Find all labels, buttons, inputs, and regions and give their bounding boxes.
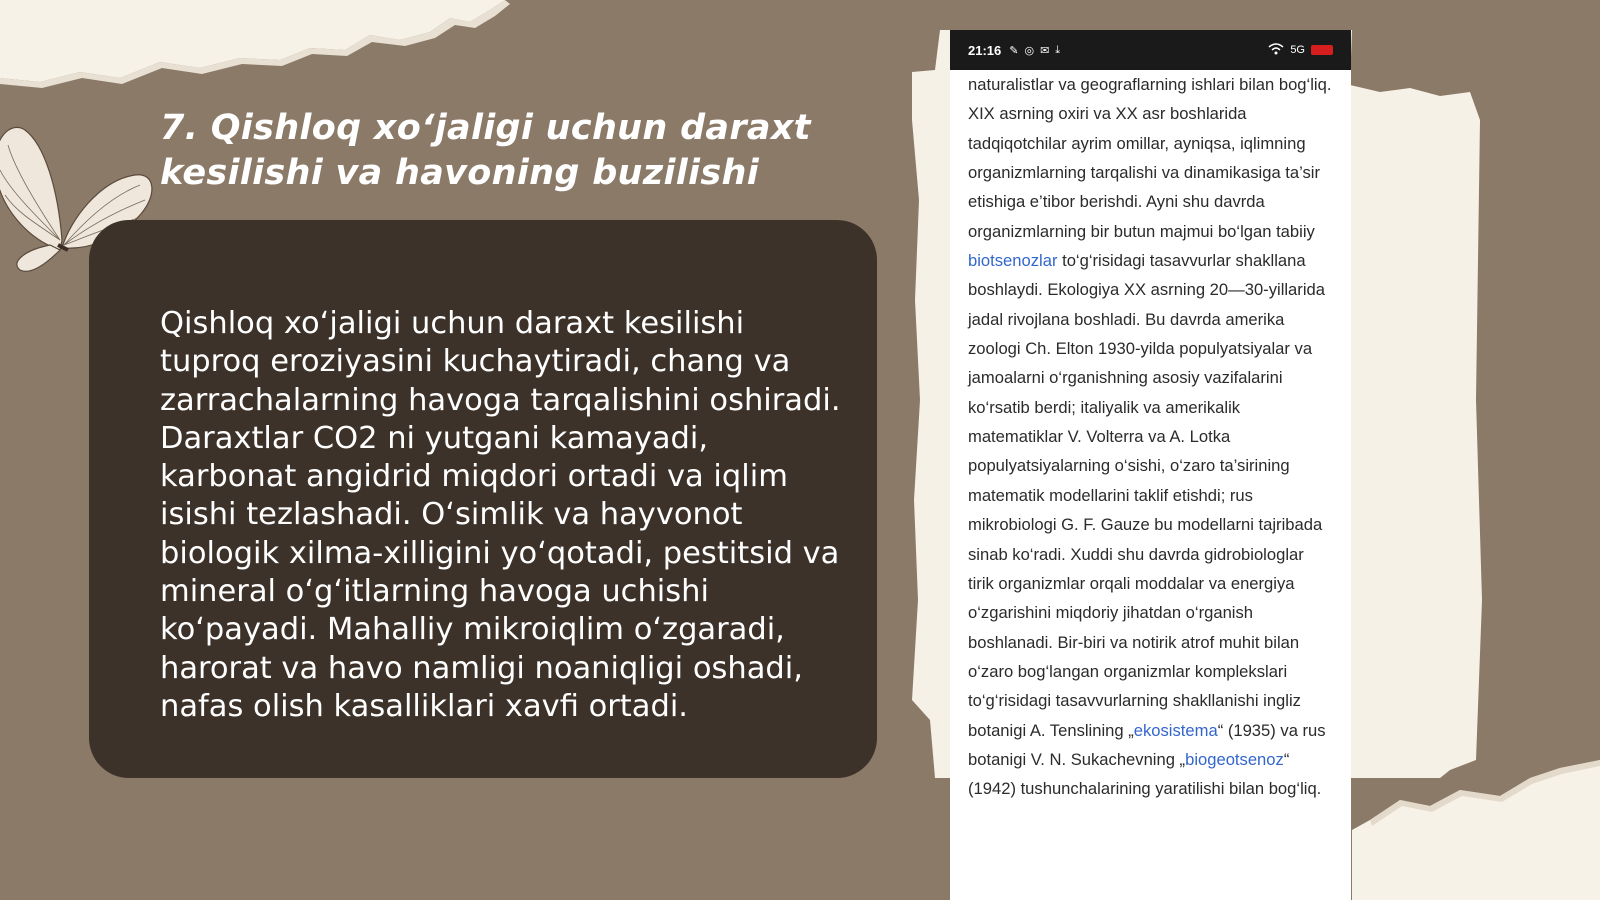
article-segment: “ (1942) tushunchalarining yaratilishi bilan bog‘liq. — [968, 749, 1322, 799]
slide-title: 7. Qishloq xo‘jaligi uchun daraxt kesilishi va havoning buzilishi — [160, 108, 811, 193]
mail-icon: ✉ — [1040, 44, 1050, 57]
wifi-icon — [1268, 43, 1284, 58]
card-body-text: Qishloq xo‘jaligi uchun daraxt kesilishi tuproq eroziyasini kuchaytiradi, chang va zarrachalarning havoga tarqalishini oshiradi. Daraxtlar CO2 ni yutgani kamayadi, karbonat angidrid miqdori ortadi va iqlim isishi tezlashadi. O‘simlik va hayvonot biologik xilma-xilligini yo‘qotadi, pestitsid va mineral o‘g‘itlarning havoga uchishi ko‘payadi. Mahalliy mikroiqlim o‘zgaradi, harorat va havo namligi noaniqligi oshadi, nafas olish kasalliklari xavfi ortadi. — [160, 306, 841, 724]
link-biogeotsenoz[interactable]: biogeotsenoz — [1185, 749, 1284, 769]
status-time: 21:16 — [968, 42, 1002, 58]
signal-icon: 5G — [1290, 44, 1305, 56]
article-segment: to‘g‘risidagi tasavvurlar shakllana boshlaydi. Ekologiya XX asrning 20—30-yillarida jadal rivojlana boshladi. Bu davrda amerika zoologi Ch. Elton 1930-yilda populyatsiyalar va jamoalarni o‘rganishning asosiy vazifalarini ko‘rsatib berdi; italiyalik va amerikalik matematiklar V. Volterra va A. Lotka populyatsiyalarning o‘sishi, o‘zaro ta’sirining matematik modellarini taklif etishdi; rus mikrobiologi G. F. Gauze bu modellarni tajribada sinab ko‘radi. Xuddi shu davrda gidrobiologlar tirik organizmlar orqali moddalar va energiya o‘zgarishini miqdoriy jihatdan o‘rganish boshlanadi. Bir-biri va notirik atrof muhit bilan o‘zaro bog‘langan organizmlar komplekslari to‘g‘risidagi tasavvurlarning shakllanishi ingliz botanigi A. Tenslining „ — [968, 251, 1325, 740]
battery-icon — [1311, 45, 1333, 55]
phone-screenshot — [950, 30, 1351, 900]
pen-icon: ✎ — [1009, 44, 1019, 57]
alarm-icon: ◎ — [1024, 44, 1035, 57]
download-icon: ⤓ — [1055, 43, 1061, 56]
article-segment: “ (1935) va rus botanigi V. N. Sukachevning „ — [968, 720, 1326, 769]
status-bar — [950, 30, 1351, 70]
article-text — [950, 70, 1351, 804]
link-biotsenozlar[interactable]: biotsenozlar — [968, 251, 1058, 271]
article-segment: naturalistlar va geograflarning ishlari bilan bog‘liq. XIX asrning oxiri va XX asr boshlarida tadqiqotchilar ayrim omillar, ayniqsa, iqlimning organizmlarning tarqalishi va dinamikasiga ta’sir etishiga e’tibor berishdi. Ayni shu davrda organizmlarning bir butun majmui bo‘lgan tabiiy — [968, 75, 1332, 241]
link-ekosistema[interactable]: ekosistema — [1133, 720, 1218, 740]
